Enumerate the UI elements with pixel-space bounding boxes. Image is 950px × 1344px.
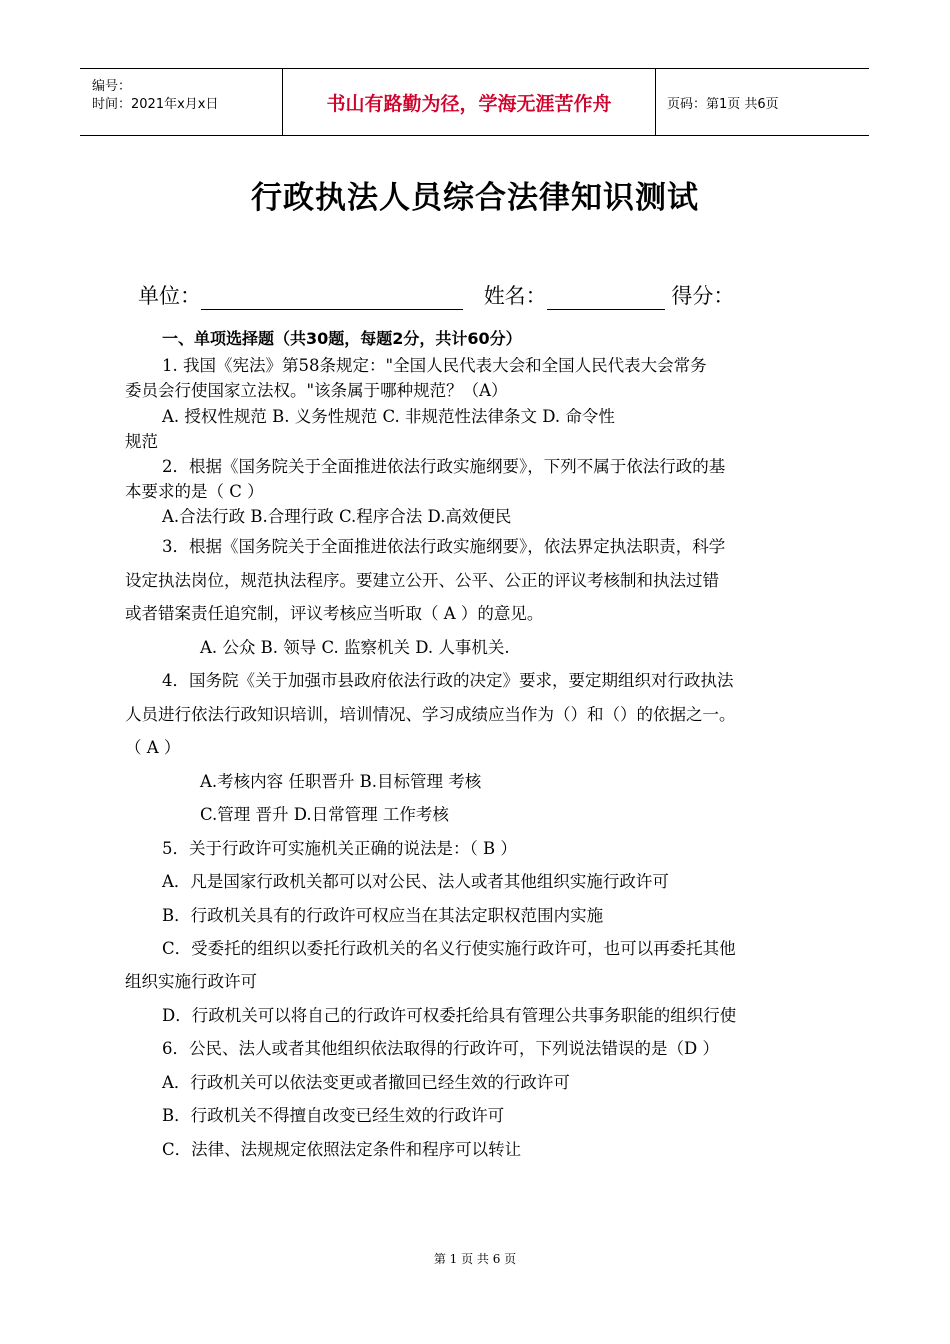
- score-label: 得分：: [671, 284, 735, 308]
- question-line: 或者错案责任追究制，评议考核应当听取（ A ）的意见。: [125, 604, 544, 623]
- option-line: C．法律、法规规定依照法定条件和程序可以转让: [162, 1140, 522, 1159]
- answer-line: （ A ）: [125, 738, 181, 757]
- option-line: A.合法行政 B.合理行政 C.程序合法 D.高效便民: [162, 507, 512, 526]
- motto: 书山有路勤为径，学海无涯苦作舟: [282, 69, 656, 135]
- number-label: 编号：: [92, 79, 132, 94]
- question-line: 5．关于行政许可实施机关正确的说法是：（ B ）: [162, 839, 517, 858]
- option-line: C.管理 晋升 D.日常管理 工作考核: [200, 805, 449, 824]
- question-line: 2．根据《国务院关于全面推进依法行政实施纲要》，下列不属于依法行政的基: [162, 457, 726, 476]
- page-header: [80, 68, 869, 136]
- info-fields: [138, 280, 734, 310]
- question-line: 委员会行使国家立法权。"该条属于哪种规范？（A）: [125, 381, 508, 400]
- question-line: 3．根据《国务院关于全面推进依法行政实施纲要》，依法界定执法职责，科学: [162, 537, 726, 556]
- name-blank: [547, 287, 665, 310]
- header-meta: [80, 69, 282, 135]
- option-line: B．行政机关不得擅自改变已经生效的行政许可: [162, 1106, 505, 1125]
- option-line: A．行政机关可以依法变更或者撤回已经生效的行政许可: [162, 1073, 570, 1092]
- option-line: C．受委托的组织以委托行政机关的名义行使实施行政许可，也可以再委托其他: [162, 939, 736, 958]
- unit-blank: [201, 287, 463, 310]
- page-footer: 第 1 页 共 6 页: [433, 1252, 517, 1266]
- option-line: D．行政机关可以将自己的行政许可权委托给具有管理公共事务职能的组织行使: [162, 1006, 737, 1025]
- section-heading: 一、单项选择题（共30题，每题2分，共计60分）: [162, 329, 522, 348]
- option-line: A．凡是国家行政机关都可以对公民、法人或者其他组织实施行政许可: [162, 872, 669, 891]
- option-line: 组织实施行政许可: [125, 972, 257, 991]
- page-title: 行政执法人员综合法律知识测试: [251, 180, 699, 216]
- unit-label: 单位：: [138, 284, 201, 308]
- option-line: A.考核内容 任职晋升 B.目标管理 考核: [200, 772, 482, 791]
- question-line: 1. 我国《宪法》第58条规定："全国人民代表大会和全国人民代表大会常务: [162, 356, 707, 375]
- time-label: 时间：2021年x月x日: [92, 97, 219, 112]
- page-label: 页码：第1页 共6页: [667, 96, 779, 112]
- question-line: 6．公民、法人或者其他组织依法取得的行政许可，下列说法错误的是（D ）: [162, 1039, 719, 1058]
- name-label: 姓名：: [483, 284, 547, 308]
- option-line: B．行政机关具有的行政许可权应当在其法定职权范围内实施: [162, 906, 604, 925]
- question-line: 本要求的是（ C ）: [125, 482, 264, 501]
- option-line: A. 公众 B. 领导 C. 监察机关 D. 人事机关.: [200, 638, 510, 657]
- option-line: 规范: [125, 432, 158, 451]
- option-line: A. 授权性规范 B. 义务性规范 C. 非规范性法律条文 D. 命令性: [162, 407, 615, 426]
- question-line: 人员进行依法行政知识培训，培训情况、学习成绩应当作为（）和（）的依据之一。: [125, 705, 736, 724]
- question-line: 设定执法岗位，规范执法程序。要建立公开、公平、公正的评议考核制和执法过错: [125, 571, 719, 590]
- question-line: 4．国务院《关于加强市县政府依法行政的决定》要求，要定期组织对行政执法: [162, 671, 734, 690]
